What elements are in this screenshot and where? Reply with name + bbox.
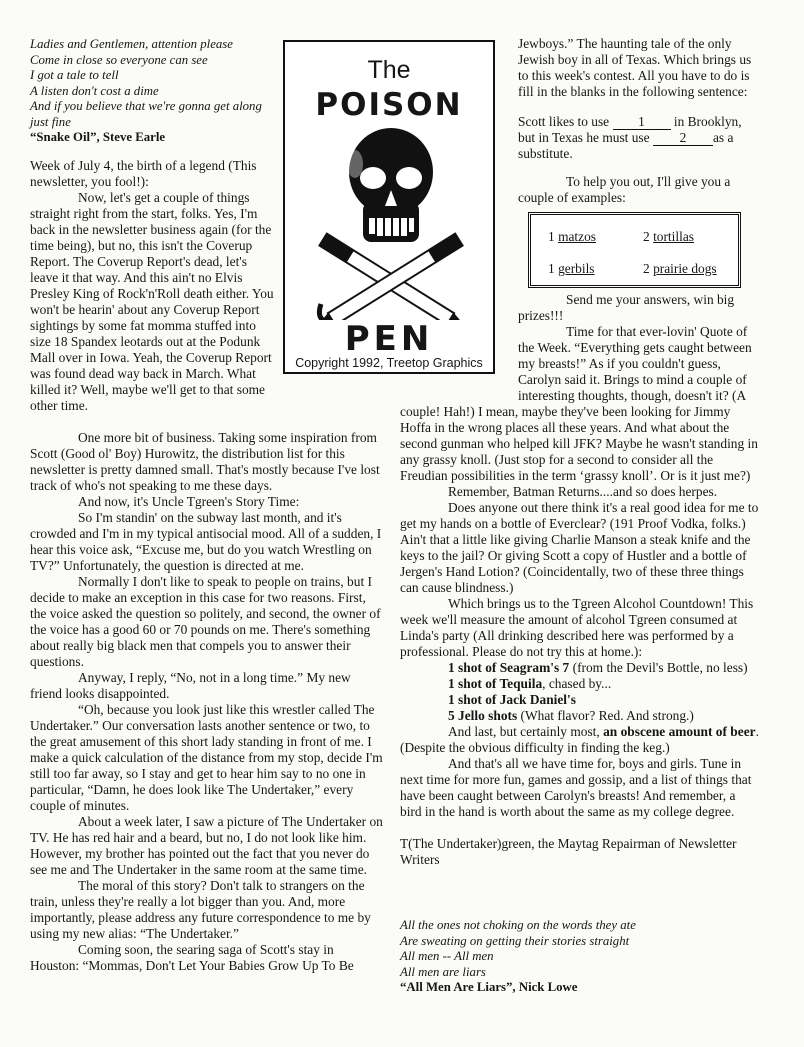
- blank-1: 1: [613, 115, 671, 130]
- left-column-body: [30, 190, 274, 414]
- paragraph: One more bit of business. Taking some inspiration from Scott (Good ol' Boy) Hurowitz, the distribution list for this newsletter is pretty damned small. That's mostly because I've lost track of who's not speaking to me these days.: [30, 430, 380, 493]
- quote-line: A listen don't cost a dime: [30, 83, 159, 98]
- logo-copyright: Copyright 1992, Treetop Graphics: [295, 356, 483, 370]
- closing-quote: [400, 918, 760, 996]
- paragraph: To help you out, I'll give you a couple of examples:: [518, 174, 731, 205]
- skull-crossed-pens-icon: [305, 124, 475, 320]
- paragraph: Jewboys.” The haunting tale of the only Jewish boy in all of Texas. Which brings us to this week's contest. All you have to do is fill in the blanks in the following sentence:: [518, 36, 752, 99]
- blank-2: 2: [653, 131, 713, 146]
- paragraph: “Oh, because you look just like this wrestler called The Undertaker.” Our conversation lasts another sentence or two, to the great amusement of this short lady standing in front of me. I make a quick calculation of the distance from my stop, decide I'm still too far away, so I stay and get to hear him say to no one in particular, “Damn, he does look like The Undertaker,” every couple of minutes.: [30, 702, 383, 813]
- paragraph: And that's all we have time for, boys and girls. Tune in next time for more fun, games and gossip, and a list of things that have been caught between Carolyn's breasts! And remember, a bird in the hand is worth about the same as my college degree.: [400, 756, 752, 819]
- logo-poison: POISON: [315, 87, 463, 123]
- paragraph: Does anyone out there think it's a real good idea for me to get my hands on a bottle of Everclear? (191 Proof Vodka, folks.) Ain't that a little like giving Charlie Manson a steak knife and the keys to the jail? Or giving Scott a copy of Hustler and a bottle of Jergen's Hand Lotion? (Coincidentally, two of these three things can cause blindness.): [400, 500, 759, 595]
- left-column: [30, 158, 380, 190]
- paragraph: Send me your answers, win big prizes!!!: [518, 292, 735, 323]
- quote-line: Come in close so everyone can see: [30, 52, 208, 67]
- right-column-top: [518, 36, 760, 206]
- left-column-lower: [30, 430, 384, 974]
- quote-line: just fine: [30, 114, 71, 129]
- paragraph: Remember, Batman Returns....and so does herpes.: [448, 484, 718, 499]
- paragraph: The moral of this story? Don't talk to strangers on the train, unless they're really a lot bigger than you. And, more importantly, please address any future correspondence to me by using my new alias: “The Undertaker.”: [30, 878, 371, 941]
- quote-line: I got a tale to tell: [30, 68, 119, 82]
- paragraph: Time for that ever-lovin' Quote of the Week. “Everything gets caught between my breasts!” As if you couldn't guess, Carolyn said it. Brings to mind a couple of interesting thoughts, though, doesn't it? (A: [518, 324, 752, 403]
- list-item: 1 shot of Seagram's 7 (from the Devil's Bottle, no less): [448, 660, 748, 675]
- paragraph: couple! Hah!) I mean, maybe they've been looking for Jimmy Hoffa in the wrong places all these years. And what about the second gunman who helped kill JFK? Maybe he wasn't standing in any grassy knoll. (Just stop for a second to consider all the Freudian possibilities in the term ‘grassy knoll’. Or is it just me?): [400, 404, 758, 483]
- quote-line: Ladies and Gentlemen, attention please: [30, 37, 233, 51]
- signoff: T(The Undertaker)green, the Maytag Repairman of Newsletter Writers: [400, 836, 737, 867]
- quote-attribution: “Snake Oil”, Steve Earle: [30, 130, 166, 144]
- quote-line: And if you believe that we're gonna get along: [30, 99, 262, 113]
- quote-line: All men -- All men: [400, 949, 494, 963]
- example-item: 2 prairie dogs: [643, 261, 717, 276]
- drink-list: [400, 660, 760, 724]
- paragraph: Anyway, I reply, “No, not in a long time.” My new friend looks disappointed.: [30, 670, 351, 701]
- example-item: 1 matzos: [548, 229, 596, 244]
- paragraph: And now, it's Uncle Tgreen's Story Time:: [78, 494, 300, 509]
- quote-attribution: “All Men Are Liars”, Nick Lowe: [400, 980, 578, 994]
- quote-line: All the ones not choking on the words they ate: [400, 918, 636, 932]
- paragraph: Coming soon, the searing saga of Scott's stay in Houston: “Mommas, Don't Let Your Babies Grow Up To Be: [30, 942, 354, 973]
- logo-pen: PEN: [344, 319, 434, 359]
- example-item: 1 gerbils: [548, 261, 595, 276]
- examples-box: [528, 212, 741, 288]
- paragraph: About a week later, I saw a picture of The Undertaker on TV. He has red hair and a beard, but no, I do not look like him. However, my brother has pointed out the fact that you never do see me and The Undertaker in the same room at the same time.: [30, 814, 383, 877]
- paragraph: So I'm standin' on the subway last month, and it's crowded and I'm in my typical antisocial mood. All of a sudden, I hear this voice ask, “Excuse me, but do you watch Wrestling on TV?” Unfortunately, the question is directed at me.: [30, 510, 382, 573]
- contest-sentence: Scott likes to use 1 in Brooklyn, but in Texas he must use 2 as a substitute.: [518, 114, 742, 161]
- right-column-lower: [400, 404, 760, 868]
- paragraph: Now, let's get a couple of things straight right from the start, folks. Yes, I'm back in the newsletter business again (for the time being), but no, this isn't the Coverup Report. The Coverup Report's dead, let's leave it that way. And this ain't no Elvis Presley King of Rock'n'Roll death either. You won't be hearin' about any Coverup Report sightings by some fat momma stuffed into size 18 Spandex leotards out at the Podunk Mall over in Iowa. Yeah, the Coverup Report was found dead way back in March. What killed it? Well, maybe we'll get to that some other time.: [30, 190, 274, 413]
- poison-pen-logo: [283, 40, 495, 374]
- list-item: 1 shot of Tequila, chased by...: [448, 676, 612, 691]
- right-column-mid: [518, 292, 760, 404]
- quote-line: All men are liars: [400, 964, 486, 979]
- paragraph: Week of July 4, the birth of a legend (This newsletter, you fool!):: [30, 158, 257, 189]
- opening-quote: [30, 37, 280, 146]
- list-item: 1 shot of Jack Daniel's: [448, 692, 576, 707]
- example-item: 2 tortillas: [643, 229, 694, 244]
- quote-line: Are sweating on getting their stories straight: [400, 933, 630, 948]
- list-item: 5 Jello shots (What flavor? Red. And strong.): [448, 708, 694, 723]
- logo-the: The: [367, 56, 411, 84]
- paragraph: Normally I don't like to speak to people on trains, but I decide to make an exception in this case for two reasons. First, the voice asked the question so politely, and second, the owner of the voice has a good 60 or 70 pounds on me. There's something about really big black men that compels you to answer their questions.: [30, 574, 381, 669]
- paragraph: And last, but certainly most, an obscene amount of beer. (Despite the obvious difficulty in finding the keg.): [400, 724, 759, 755]
- paragraph: Which brings us to the Tgreen Alcohol Countdown! This week we'll measure the amount of alcohol Tgreen consumed at Linda's party (All drinking described here was performed by a professional. Please do not try this at home.):: [400, 596, 754, 659]
